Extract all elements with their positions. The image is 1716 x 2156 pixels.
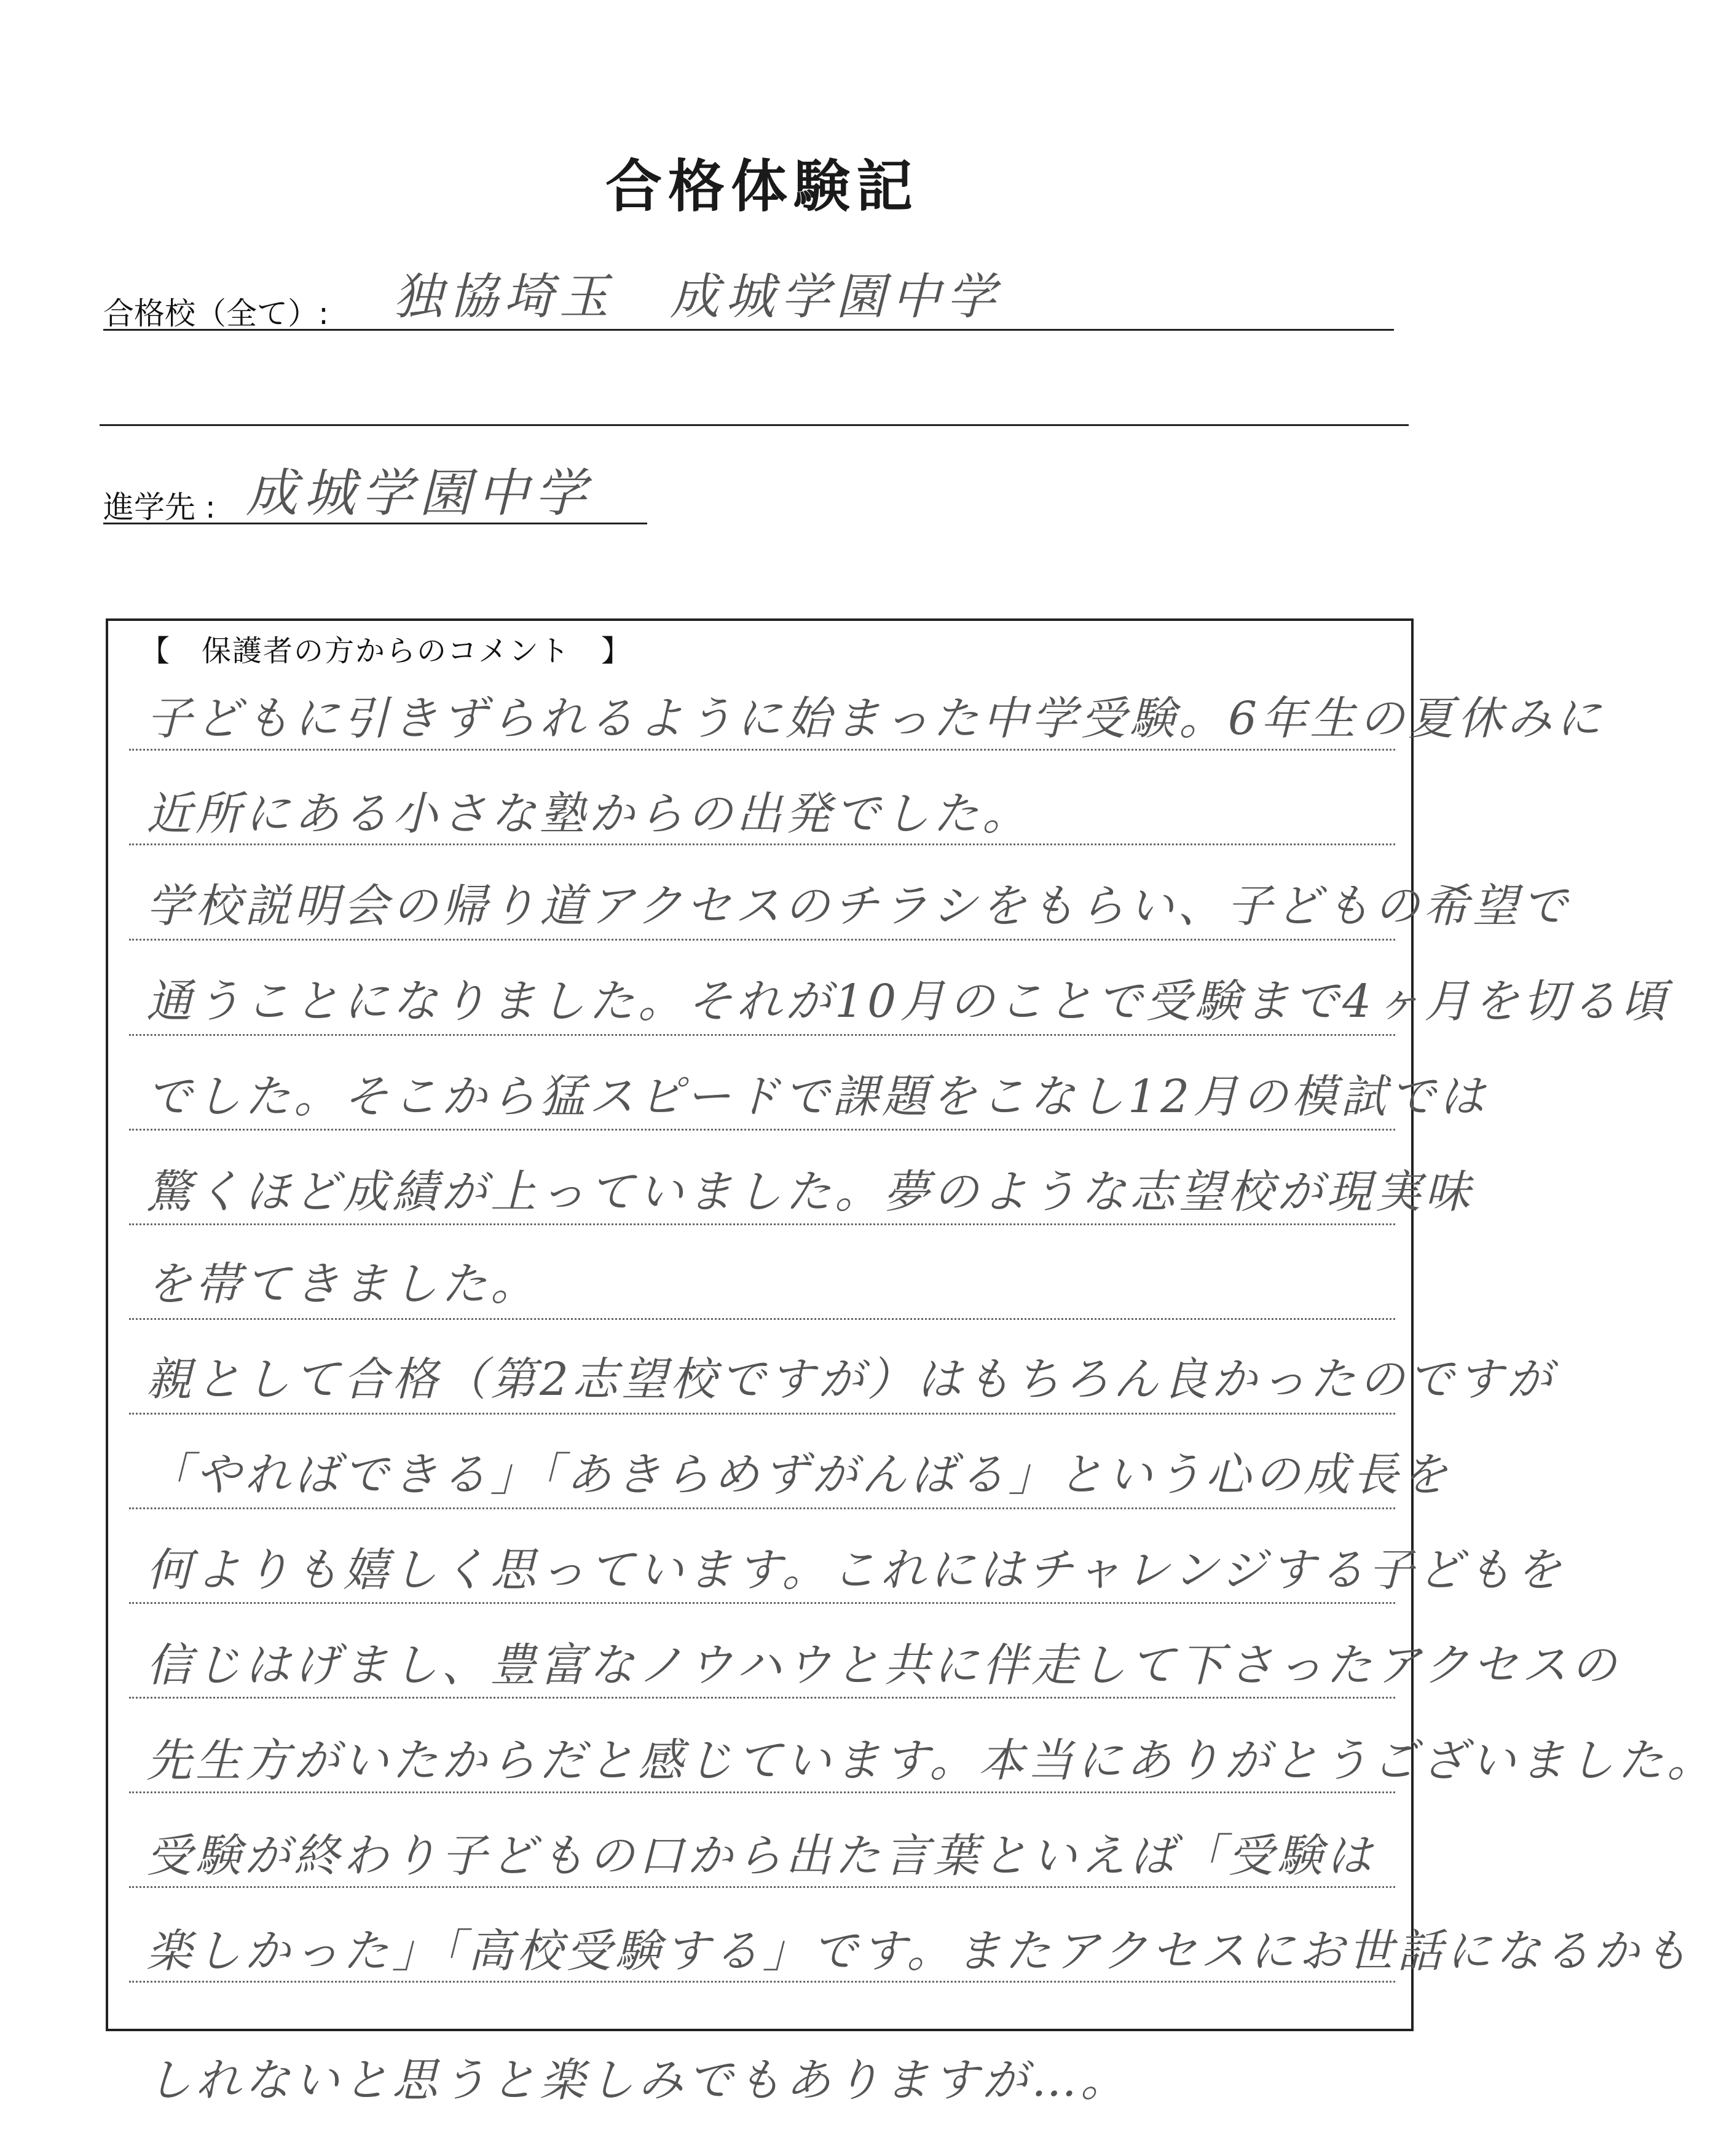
comment-line: 学校説明会の帰り道アクセスのチラシをもらい、子どもの希望で bbox=[146, 880, 1571, 933]
dotted-rule bbox=[129, 1602, 1395, 1604]
comment-line: 通うことになりました。それが10月のことで受験まで4ヶ月を切る頃 bbox=[146, 975, 1671, 1028]
comment-overflow-line: しれないと思うと楽しみでもありますが…。 bbox=[146, 2054, 1130, 2107]
dotted-rule bbox=[129, 1886, 1395, 1888]
passed-schools-underline-2 bbox=[100, 424, 1409, 426]
comment-line: 「やればできる」「あきらめずがんばる」という心の成長を bbox=[146, 1448, 1451, 1501]
dotted-rule bbox=[129, 843, 1395, 845]
comment-line: 信じはげまし、豊富なノウハウと共に伴走して下さったアクセスの bbox=[146, 1639, 1620, 1692]
destination-value: 成城学園中学 bbox=[246, 463, 593, 523]
dotted-rule bbox=[129, 939, 1395, 941]
dotted-rule bbox=[129, 1791, 1395, 1793]
dotted-rule bbox=[129, 1223, 1395, 1225]
comment-header: 【 保護者の方からのコメント 】 bbox=[140, 634, 632, 668]
comment-line: 子どもに引きずられるように始まった中学受験。6年生の夏休みに bbox=[146, 692, 1605, 745]
comment-line: でした。そこから猛スピードで課題をこなし12月の模試では bbox=[146, 1070, 1489, 1123]
dotted-rule bbox=[129, 749, 1395, 751]
dotted-rule bbox=[129, 1318, 1395, 1320]
comment-line: 親として合格（第2志望校ですが）はもちろん良かったのですが bbox=[146, 1353, 1556, 1406]
dotted-rule bbox=[129, 1981, 1395, 1983]
comment-line: 受験が終わり子どもの口から出た言葉といえば「受験は bbox=[146, 1830, 1376, 1882]
dotted-rule bbox=[129, 1413, 1395, 1415]
comment-line: 楽しかった」「高校受験する」です。またアクセスにお世話になるかも bbox=[146, 1925, 1692, 1978]
dotted-rule bbox=[129, 1034, 1395, 1036]
destination-underline bbox=[103, 523, 647, 524]
comment-line: 先生方がいたからだと感じています。本当にありがとうございました。 bbox=[146, 1734, 1716, 1787]
destination-label: 進学先 : bbox=[103, 489, 216, 525]
dotted-rule bbox=[129, 1129, 1395, 1131]
comment-line: 驚くほど成績が上っていました。夢のような志望校が現実味 bbox=[146, 1166, 1474, 1218]
passed-schools-value: 独協埼玉 成城学園中学 bbox=[393, 268, 1002, 325]
page-title: 合格体験記 bbox=[605, 154, 919, 219]
passed-schools-label: 合格校（全て）: bbox=[103, 296, 329, 331]
passed-schools-underline bbox=[103, 329, 1394, 331]
dotted-rule bbox=[129, 1697, 1395, 1699]
dotted-rule bbox=[129, 1507, 1395, 1509]
comment-line: 何よりも嬉しく思っています。これにはチャレンジする子どもを bbox=[146, 1544, 1565, 1597]
comment-line: を帯てきました。 bbox=[146, 1258, 540, 1311]
comment-line: 近所にある小さな塾からの出発でした。 bbox=[146, 788, 1031, 840]
